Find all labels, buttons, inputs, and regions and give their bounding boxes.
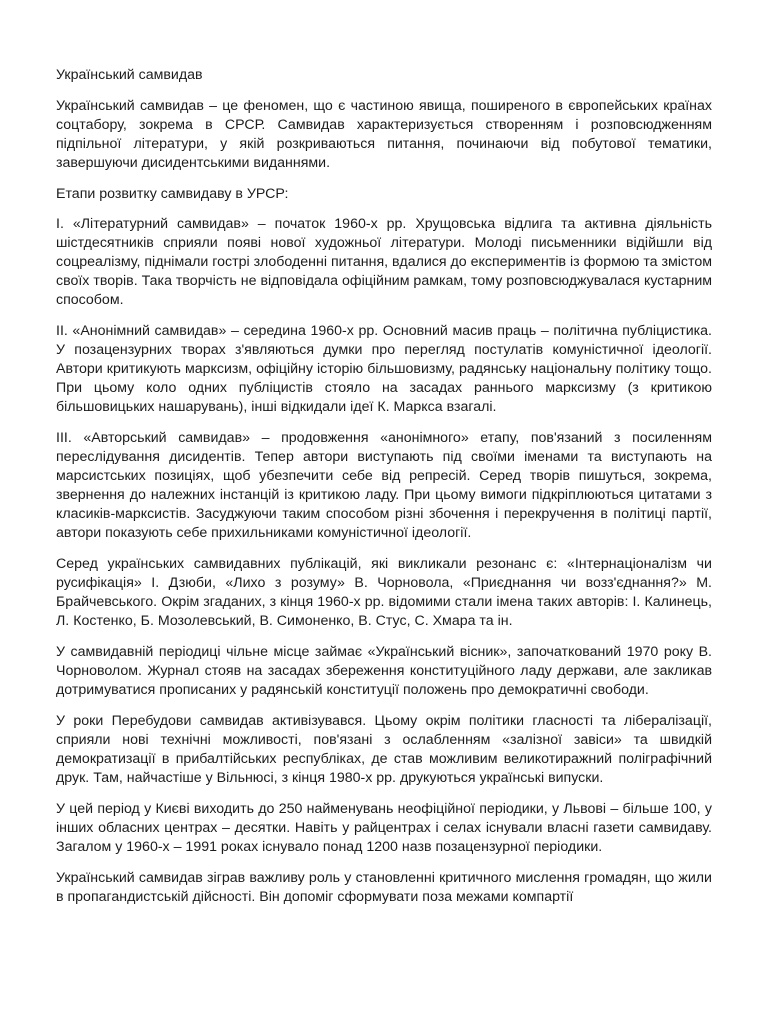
document-title: Український самвидав: [56, 67, 203, 83]
periodicals-paragraph: У самвидавній періодиці чільне місце займає «Український вісник», започаткований 1970 року В. Чорноволом. Журнал стояв на засадах збереження конституційного ладу держави, але закликав дотримуватися прописаних у радянській конституції положень про демократичні свободи.: [56, 644, 712, 698]
stage-2-paragraph: ІІ. «Анонімний самвидав» – середина 1960-х рр. Основний масив праць – політична публіцистика. У позацензурних творах з'являються думки про перегляд постулатів комуністичної ідеології. Автори критикують марксизм, офіційну історію більшовизму, радянську національну політику тощо. При цьому коло одних публіцистів стояло на засадах раннього марксизму (з критикою більшовицьких нашарувань), інші відкидали ідеї К. Маркса взагалі.: [56, 323, 712, 415]
stages-heading: Етапи розвитку самвидаву в УРСР:: [56, 186, 289, 202]
intro-paragraph: Український самвидав – це феномен, що є частиною явища, поширеного в європейських країнах соцтабору, зокрема в СРСР. Самвидав характеризується створенням і розповсюдженням підпільної літератури, у якій розкриваються питання, починаючи від побутової тематики, завершуючи дисидентськими виданнями.: [56, 98, 712, 171]
perestroika-paragraph: У роки Перебудови самвидав активізувався. Цьому окрім політики гласності та лібералізації, сприяли нові технічні можливості, пов'язані з ослабленням «залізної завіси» та швидкій демократизації в прибалтійських республіках, де став можливим великотиражний поліграфічний друк. Там, найчастіше у Вільнюсі, з кінця 1980-х рр. друкуються українські випуски.: [56, 713, 712, 786]
stage-3-paragraph: ІІІ. «Авторський самвидав» – продовження «анонімного» етапу, пов'язаний з посиленням переслідування дисидентів. Тепер автори виступають під своїми іменами та виступають на марсистських позиціях, щоб убезпечити себе від репресій. Серед творів пишуться, зокрема, звернення до належних інстанцій із критикою ладу. При цьому вимоги підкріплюються цитатами з класиків-марксистів. Засуджуючи таким способом різні збочення і перекручення в політиці партії, автори показують себе прихильниками комуністичної ідеології.: [56, 430, 712, 541]
conclusion-paragraph: Український самвидав зіграв важливу роль у становленні критичного мислення громадян, що жили в пропагандистській дійсності. Він допоміг сформувати поза межами компартії: [56, 870, 712, 905]
stage-1-paragraph: І. «Літературний самвидав» – початок 1960-х рр. Хрущовська відлига та активна діяльність шістдесятників сприяли появі нової художньої літератури. Молоді письменники відійшли від соцреалізму, піднімали гострі злободенні питання, вдалися до експериментів із формою та змістом своїх творів. Така творчість не відповідала офіційним рамкам, тому розповсюджувалася кустарним способом.: [56, 216, 712, 308]
document-page: [56, 66, 712, 919]
publications-paragraph: Серед українських самвидавних публікацій, які викликали резонанс є: «Інтернаціоналізм чи русифікація» І. Дзюби, «Лихо з розуму» В. Чорновола, «Приєднання чи возз'єднання?» М. Брайчевського. Окрім згаданих, з кінця 1960-х рр. відомими стали імена таких авторів: І. Калинець, Л. Костенко, Б. Мозолевський, В. Симоненко, В. Стус, С. Хмара та ін.: [56, 556, 712, 629]
kyiv-paragraph: У цей період у Києві виходить до 250 найменувань неофіційної періодики, у Львові – більше 100, у інших обласних центрах – десятки. Навіть у райцентрах і селах існували власні газети самвидаву. Загалом у 1960-х – 1991 роках існувало понад 1200 назв позацензурної періодики.: [56, 801, 712, 855]
